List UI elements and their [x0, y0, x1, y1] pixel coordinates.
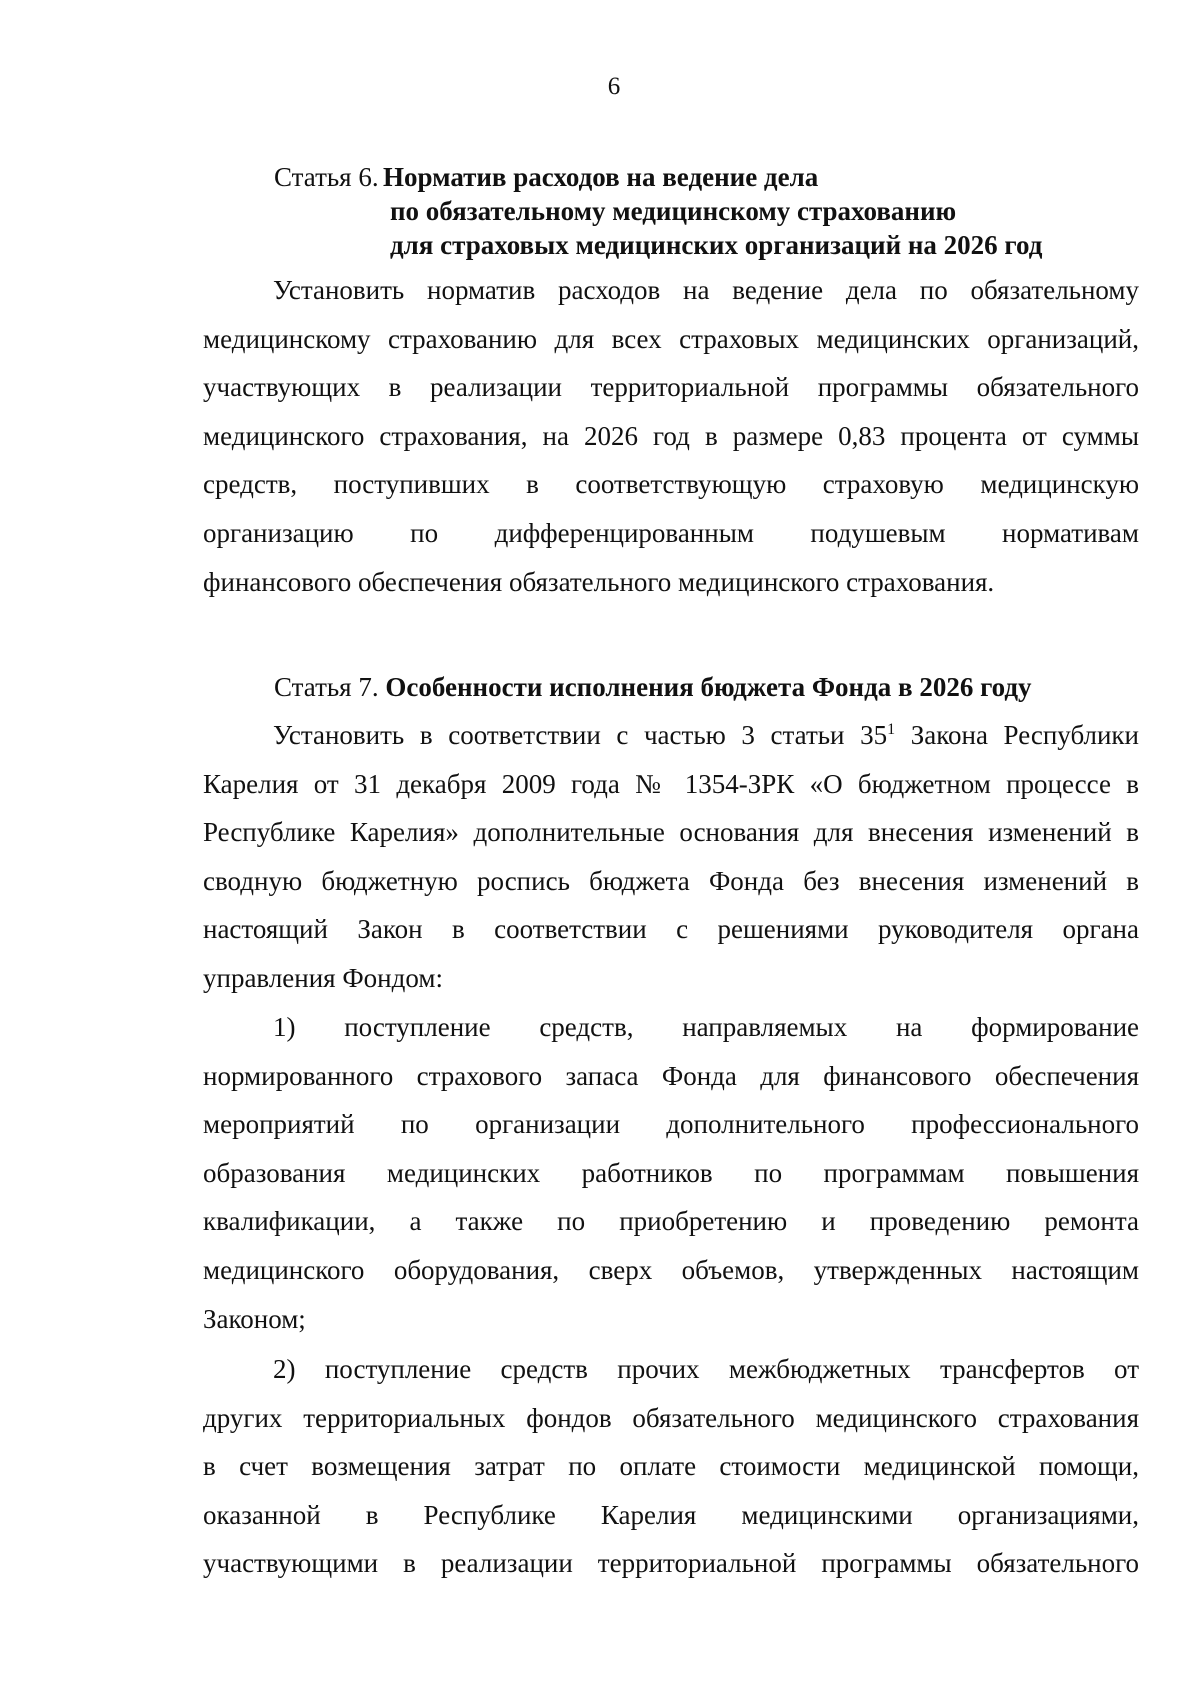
paragraph-line: в счет возмещения затрат по оплате стоимости медицинской помощи,	[203, 1451, 1139, 1482]
article-6-title-line: для страховых медицинских организаций на 2026 год	[390, 230, 1043, 260]
list-item-paragraph	[203, 1345, 1139, 1588]
article-6-title	[383, 160, 1139, 262]
article-7-heading	[203, 670, 1139, 704]
list-item-paragraph	[203, 1003, 1139, 1343]
paragraph-line: участвующих в реализации территориальной программы обязательного	[203, 372, 1139, 403]
article-6-paragraph	[203, 266, 1139, 606]
page-number: 6	[607, 73, 621, 100]
paragraph-line: Карелия от 31 декабря 2009 года № 1354-ЗРК «О бюджетном процессе в	[203, 768, 1139, 799]
article-7-intro	[203, 711, 1139, 1003]
article-6-title-line: по обязательному медицинскому страхованию	[390, 196, 957, 226]
paragraph-line: других территориальных фондов обязательного медицинского страхования	[203, 1402, 1139, 1433]
paragraph-line: медицинского страхования, на 2026 год в размере 0,83 процента от суммы	[203, 420, 1139, 451]
paragraph-line: образования медицинских работников по программам повышения	[203, 1157, 1139, 1188]
paragraph-line	[203, 711, 1139, 760]
article-7-title: Особенности исполнения бюджета Фонда в 2026 году	[385, 672, 1032, 702]
paragraph-line: медицинскому страхованию для всех страховых медицинских организаций,	[203, 323, 1139, 354]
list-item-1	[203, 1003, 1139, 1343]
paragraph-line: 2) поступление средств прочих межбюджетных трансфертов от	[273, 1354, 1139, 1384]
article-7-intro-paragraph	[203, 711, 1139, 1003]
intro-text-part: Закона Республики	[895, 720, 1139, 750]
paragraph-line: нормированного страхового запаса Фонда для финансового обеспечения	[203, 1060, 1139, 1091]
article-7-label: Статья 7.	[274, 672, 379, 702]
paragraph-line: управления Фондом:	[203, 962, 443, 993]
paragraph-line: Законом;	[203, 1303, 306, 1334]
paragraph-line: Республике Карелия» дополнительные основания для внесения изменений в	[203, 817, 1139, 848]
superscript: 1	[887, 721, 896, 738]
article-6-body	[203, 266, 1139, 606]
paragraph-line: мероприятий по организации дополнительного профессионального	[203, 1109, 1139, 1140]
article-6-title-line: Норматив расходов на ведение дела	[383, 162, 819, 192]
paragraph-line: медицинского оборудования, сверх объемов, утвержденных настоящим	[203, 1254, 1139, 1285]
paragraph-line: участвующими в реализации территориальной программы обязательного	[203, 1548, 1139, 1579]
intro-text-part: Установить в соответствии с частью 3 статьи 35	[273, 720, 888, 750]
paragraph-line: квалификации, а также по приобретению и проведению ремонта	[203, 1206, 1139, 1237]
paragraph-line: оказанной в Республике Карелия медицинскими организациями,	[203, 1499, 1139, 1530]
article-6-heading	[203, 160, 1139, 262]
paragraph-line: Установить норматив расходов на ведение дела по обязательному	[273, 275, 1139, 305]
paragraph-line: финансового обеспечения обязательного медицинского страхования.	[203, 566, 995, 597]
article-6-label: Статья 6.	[274, 162, 379, 192]
list-item-2	[203, 1345, 1139, 1588]
paragraph-line: средств, поступивших в соответствующую страховую медицинскую	[203, 469, 1139, 500]
paragraph-line: сводную бюджетную роспись бюджета Фонда без внесения изменений в	[203, 865, 1139, 896]
paragraph-line: организацию по дифференцированным подушевым нормативам	[203, 517, 1139, 548]
paragraph-line: 1) поступление средств, направляемых на формирование	[273, 1012, 1139, 1042]
paragraph-line: настоящий Закон в соответствии с решениями руководителя органа	[203, 914, 1139, 945]
